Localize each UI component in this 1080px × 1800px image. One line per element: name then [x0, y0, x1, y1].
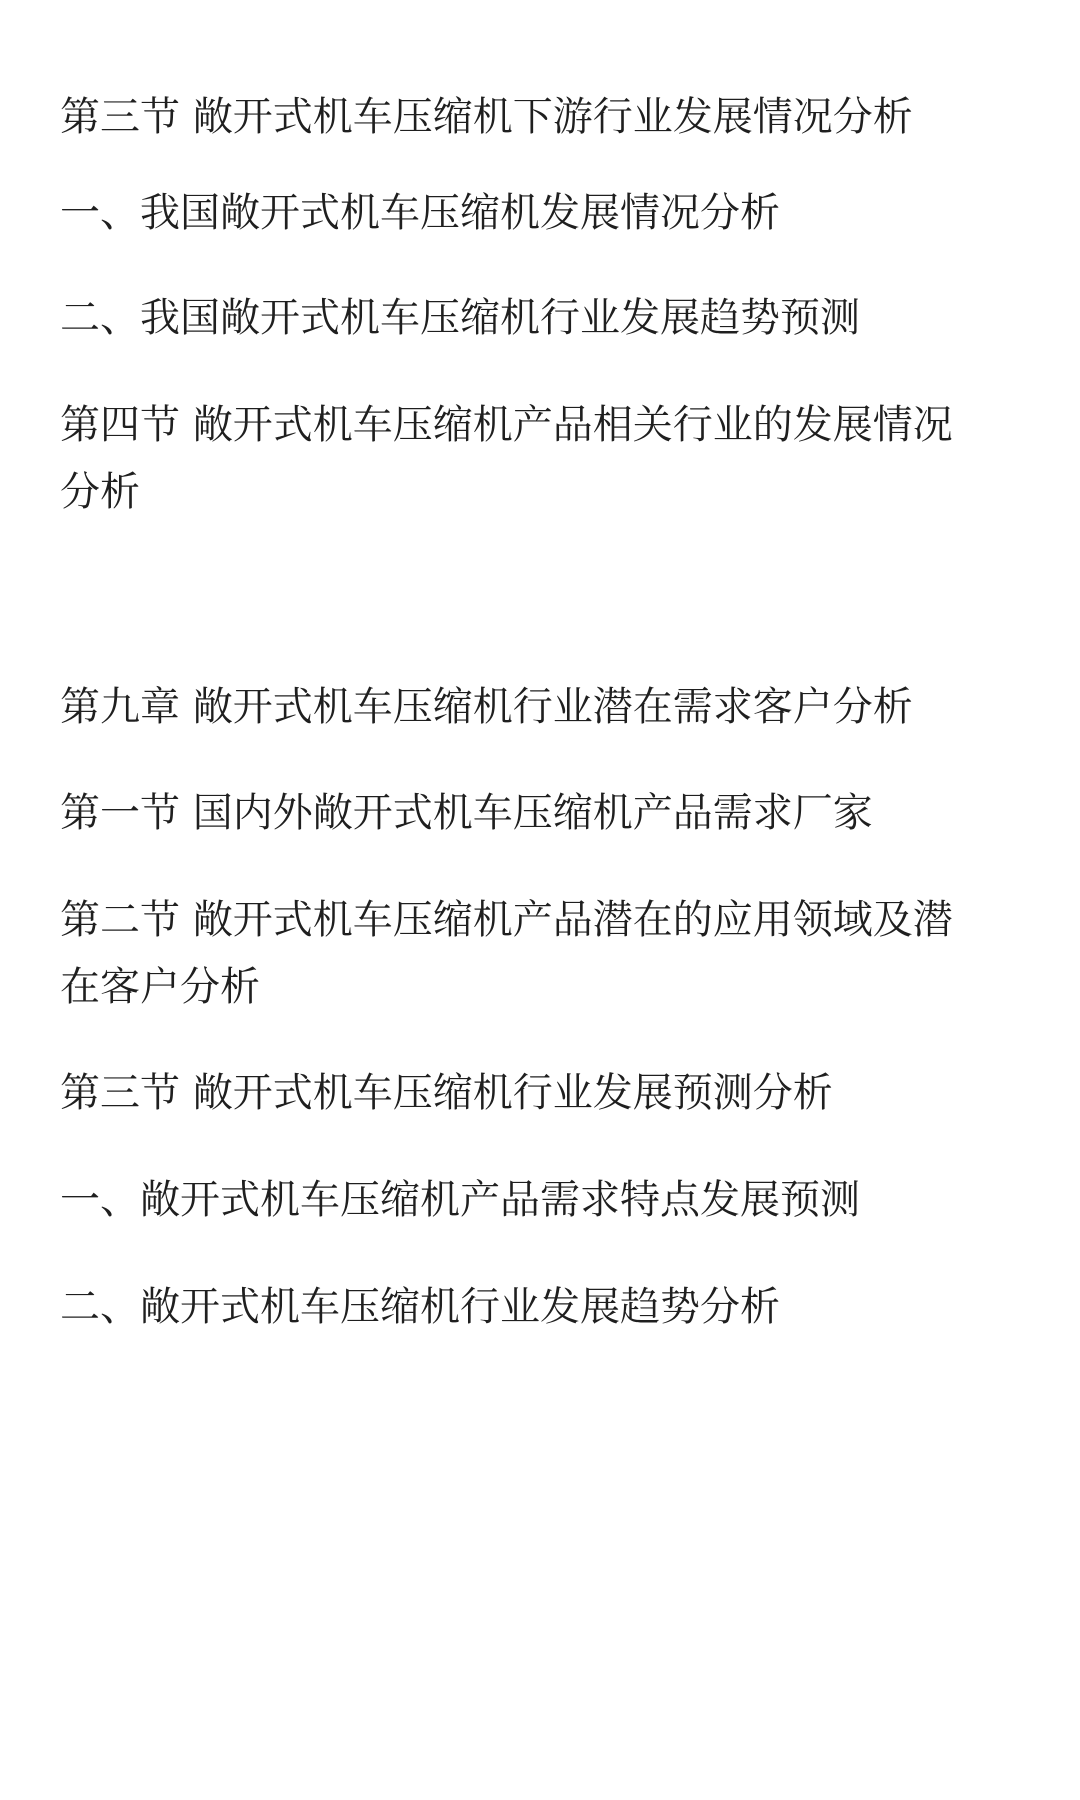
list-item: 二、敞开式机车压缩机行业发展趋势分析 — [60, 1284, 780, 1330]
section-heading: 第三节 敞开式机车压缩机行业发展预测分析 — [60, 1070, 833, 1116]
section-heading-continuation: 在客户分析 — [60, 964, 260, 1010]
list-item: 二、我国敞开式机车压缩机行业发展趋势预测 — [60, 295, 860, 341]
section-heading-continuation: 分析 — [60, 469, 140, 515]
section-heading: 第一节 国内外敞开式机车压缩机产品需求厂家 — [60, 790, 873, 836]
section-heading: 第二节 敞开式机车压缩机产品潜在的应用领域及潜 — [60, 897, 953, 943]
section-heading: 第三节 敞开式机车压缩机下游行业发展情况分析 — [60, 94, 913, 140]
section-heading: 第四节 敞开式机车压缩机产品相关行业的发展情况 — [60, 402, 953, 448]
list-item: 一、我国敞开式机车压缩机发展情况分析 — [60, 190, 780, 236]
list-item: 一、敞开式机车压缩机产品需求特点发展预测 — [60, 1177, 860, 1223]
chapter-heading: 第九章 敞开式机车压缩机行业潜在需求客户分析 — [60, 684, 913, 730]
